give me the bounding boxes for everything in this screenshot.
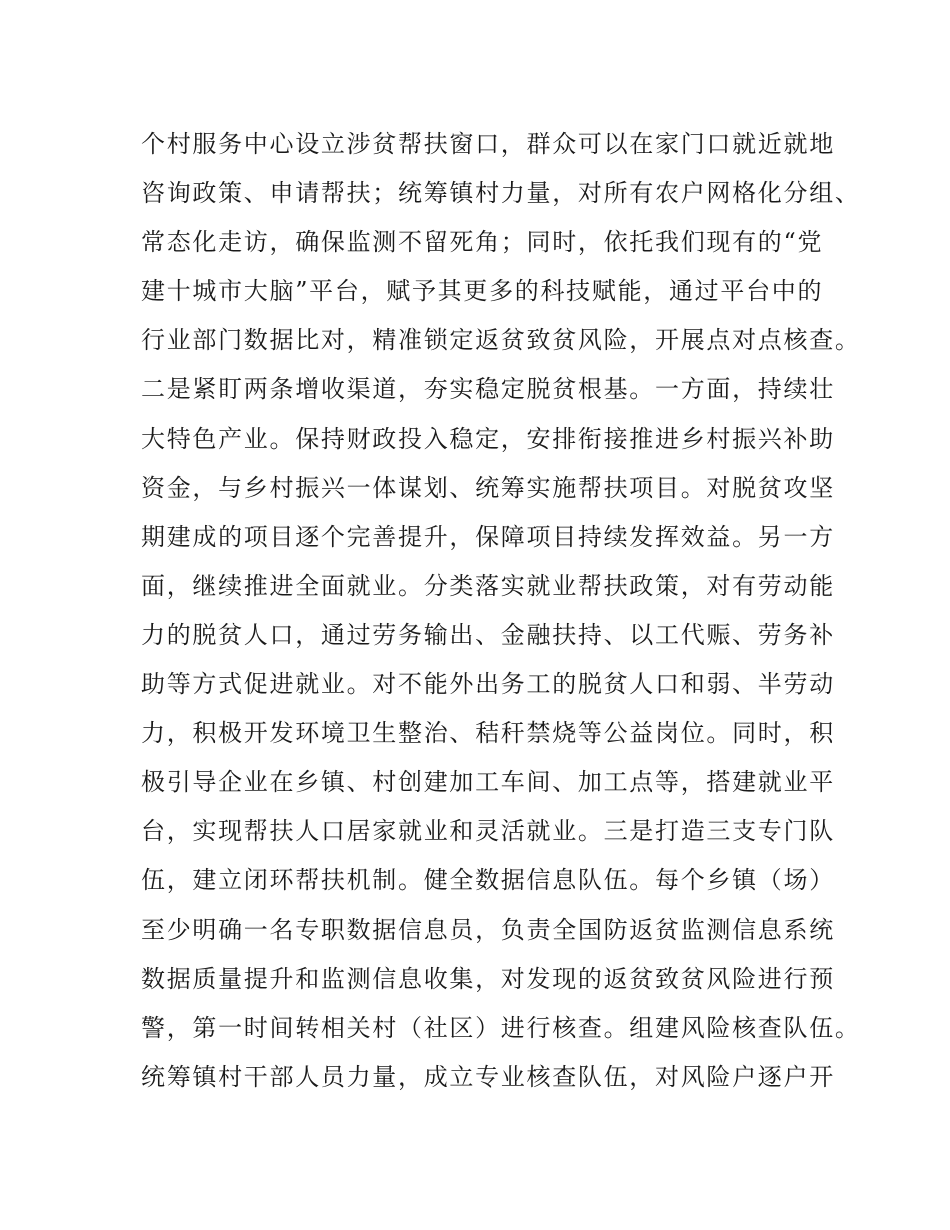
text-line-17: 至少明确一名专职数据信息员，负责全国防返贫监测信息系统	[141, 915, 835, 944]
text-line-20: 统筹镇村干部人员力量，成立专业核查队伍，对风险户逐户开	[141, 1062, 835, 1091]
text-line-12: 助等方式促进就业。对不能外出务工的脱贫人口和弱、半劳动	[141, 670, 835, 699]
body-text	[141, 120, 861, 1102]
text-line-19: 警，第一时间转相关村（社区）进行核查。组建风险核查队伍。	[141, 1013, 861, 1042]
text-line-14: 极引导企业在乡镇、村创建加工车间、加工点等，搭建就业平	[141, 768, 835, 797]
text-line-13: 力，积极开发环境卫生整治、秸秆禁烧等公益岗位。同时，积	[141, 719, 835, 748]
text-line-18: 数据质量提升和监测信息收集，对发现的返贫致贫风险进行预	[141, 964, 835, 993]
text-line-16: 伍，建立闭环帮扶机制。健全数据信息队伍。每个乡镇（场）	[141, 866, 835, 895]
text-line-11: 力的脱贫人口，通过劳务输出、金融扶持、以工代赈、劳务补	[141, 620, 835, 649]
text-line-6: 二是紧盯两条增收渠道，夯实稳定脱贫根基。一方面，持续壮	[141, 375, 835, 404]
text-line-7: 大特色产业。保持财政投入稳定，安排衔接推进乡村振兴补助	[141, 424, 835, 453]
text-line-4: 建十城市大脑”平台，赋予其更多的科技赋能，通过平台中的	[141, 277, 824, 306]
text-line-2: 咨询政策、申请帮扶；统筹镇村力量，对所有农户网格化分组、	[141, 179, 861, 208]
text-line-5: 行业部门数据比对，精准锁定返贫致贫风险，开展点对点核查。	[141, 326, 861, 355]
text-line-15: 台，实现帮扶人口居家就业和灵活就业。三是打造三支专门队	[141, 817, 835, 846]
text-line-1: 个村服务中心设立涉贫帮扶窗口，群众可以在家门口就近就地	[141, 130, 835, 158]
text-line-9: 期建成的项目逐个完善提升，保障项目持续发挥效益。另一方	[141, 522, 835, 551]
text-line-3: 常态化走访，确保监测不留死角；同时，依托我们现有的“党	[141, 228, 824, 257]
text-line-10: 面，继续推进全面就业。分类落实就业帮扶政策，对有劳动能	[141, 571, 835, 600]
text-line-8: 资金，与乡村振兴一体谋划、统筹实施帮扶项目。对脱贫攻坚	[141, 473, 835, 502]
